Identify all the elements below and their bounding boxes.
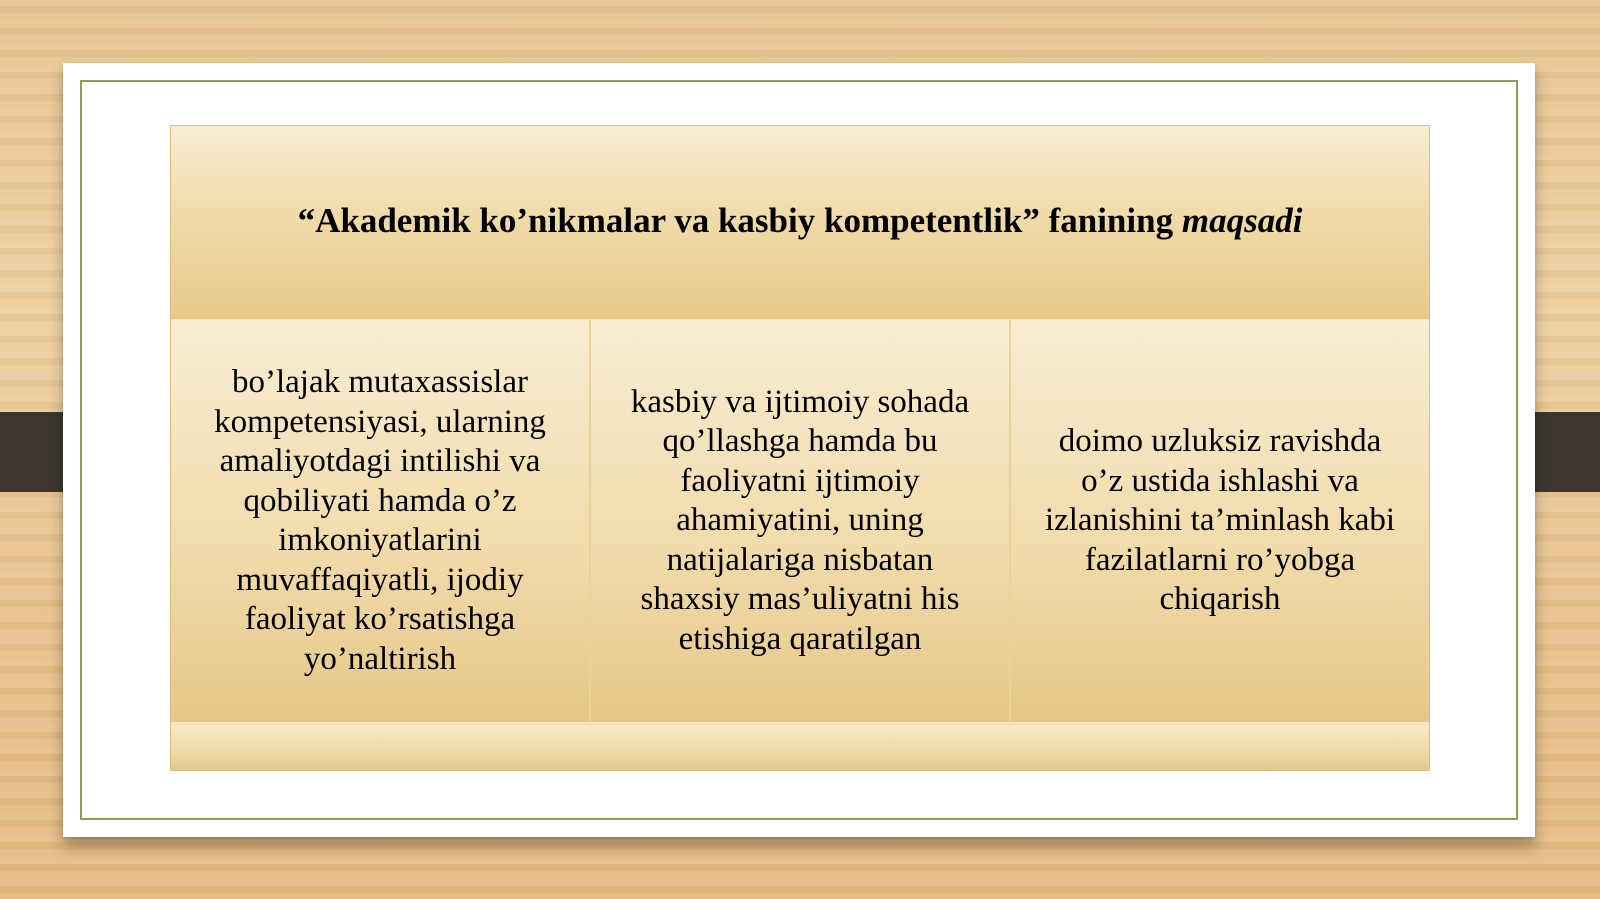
content-panel xyxy=(170,125,1430,771)
goal-column-2 xyxy=(589,320,1009,722)
title-header xyxy=(171,126,1429,319)
panel-footer-strip xyxy=(171,724,1429,770)
slide-title-main: “Akademik ko’nikmalar va kasbiy kompetentlik” fanining xyxy=(297,200,1182,240)
goal-text-1: bo’lajak mutaxassislar kompetensiyasi, ularning amaliyotdagi intilishi va qobiliyati hamda o’z imkoniyatlarini muvaffaqiyatli, ijodiy faoliyat ko’rsatishga yo’naltirish xyxy=(214,364,546,677)
goal-column-1 xyxy=(171,320,589,722)
goal-columns xyxy=(171,320,1429,722)
goal-text-2: kasbiy va ijtimoiy sohada qo’llashga hamda bu faoliyatni ijtimoiy ahamiyatini, uning natijalariga nisbatan shaxsiy mas’uliyatni his etishiga qaratilgan xyxy=(630,383,970,657)
goal-column-3 xyxy=(1009,320,1429,722)
slide-title-emphasis: maqsadi xyxy=(1181,200,1303,240)
goal-text-3: doimo uzluksiz ravishda o’z ustida ishlashi va izlanishini ta’minlash kabi fazilatlarni ro’yobga chiqarish xyxy=(1044,423,1396,618)
slide-title xyxy=(298,201,1303,241)
